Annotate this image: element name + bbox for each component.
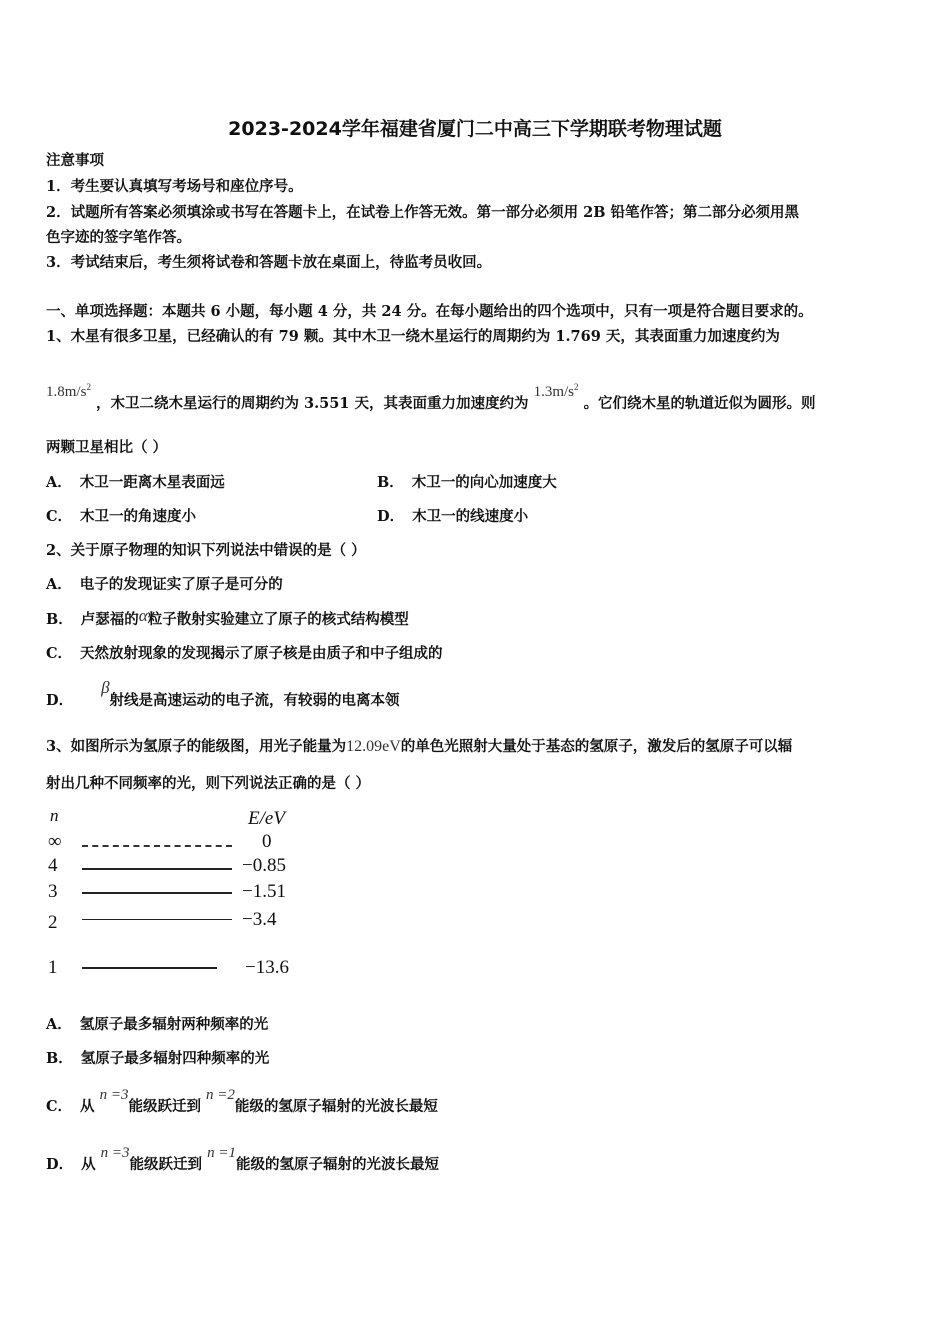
level-n-infinity: ∞ <box>48 831 62 852</box>
section-heading: 一、单项选择题：本题共 6 小题，每小题 4 分，共 24 分。在每小题给出的四个选项中，只有一项是符合题目要求的。 <box>46 303 813 320</box>
level-e-4: −0.85 <box>242 855 286 876</box>
q2-option-a[interactable]: A． 电子的发现证实了原子是可分的 <box>46 576 283 593</box>
q3-stem-line1: 3、如图所示为氢原子的能级图，用光子能量为12.09eV的单色光照射大量处于基态的氢原子，激发后的氢原子可以辐 <box>46 738 793 755</box>
q2-option-c[interactable]: C． 天然放射现象的发现揭示了原子核是由质子和中子组成的 <box>46 645 443 662</box>
q2-option-b[interactable]: B． 卢瑟福的α粒子散射实验建立了原子的核式结构模型 <box>46 606 409 628</box>
level-line-infinity <box>82 845 232 847</box>
level-e-infinity: 0 <box>262 831 272 852</box>
q1-stem-line1: 1、木星有很多卫星，已经确认的有 79 颗。其中木卫一绕木星运行的周期约为 1.769 天，其表面重力加速度约为 <box>46 328 780 345</box>
q1-g2-value: $1.3m/s^2$ <box>533 382 579 400</box>
notice-heading: 注意事项 <box>46 152 104 169</box>
q1-option-a[interactable]: A． 木卫一距离木星表面远 <box>46 474 225 491</box>
n-axis-header: n <box>50 806 59 825</box>
q1-stem-end: 。它们绕木星的轨道近似为圆形。则 <box>583 395 816 412</box>
q1-option-c[interactable]: C． 木卫一的角速度小 <box>46 508 197 525</box>
q1-option-d[interactable]: D． 木卫一的线速度小 <box>377 508 529 525</box>
q1-option-b[interactable]: B． 木卫一的向心加速度大 <box>377 474 557 491</box>
alpha-symbol: α <box>138 606 148 625</box>
beta-symbol: β <box>101 678 110 697</box>
level-n-4: 4 <box>48 855 58 876</box>
q3-stem-line2: 射出几种不同频率的光，则下列说法正确的是（ ） <box>46 775 371 792</box>
q2-option-d[interactable]: D．β射线是高速运动的电子流，有较弱的电离本领 <box>46 678 400 709</box>
q3-c-from-level: n =3 <box>99 1087 129 1103</box>
level-e-2: −3.4 <box>242 909 277 930</box>
notice-item-2b: 色字迹的签字笔作答。 <box>46 229 191 246</box>
photon-energy: 12.09eV <box>346 738 401 755</box>
notice-item-3: 3．考试结束后，考生须将试卷和答题卡放在桌面上，待监考员收回。 <box>46 254 492 271</box>
q3-option-c[interactable]: C． 从 n =3能级跃迁到 n =2能级的氢原子辐射的光波长最短 <box>46 1087 438 1115</box>
notice-item-1: 1．考生要认真填写考场号和座位序号。 <box>46 178 303 195</box>
level-e-3: −1.51 <box>242 881 286 902</box>
level-line-2 <box>82 919 232 920</box>
q1-stem-mid: ，木卫二绕木星运行的周期约为 3.551 天，其表面重力加速度约为 <box>96 395 529 412</box>
q1-stem-line3: 两颗卫星相比（ ） <box>46 439 168 456</box>
q3-d-from-level: n =3 <box>100 1145 130 1161</box>
q1-stem-line2 <box>46 382 816 414</box>
page-title: 2023-2024学年福建省厦门二中高三下学期联考物理试题 <box>228 118 722 140</box>
q3-option-d[interactable]: D． 从 n =3能级跃迁到 n =1能级的氢原子辐射的光波长最短 <box>46 1145 439 1173</box>
level-n-1: 1 <box>48 957 58 978</box>
level-e-1: −13.6 <box>245 957 289 978</box>
q3-option-a[interactable]: A． 氢原子最多辐射两种频率的光 <box>46 1016 269 1033</box>
q3-c-to-level: n =2 <box>206 1087 235 1103</box>
level-line-4 <box>82 868 232 870</box>
q1-g1-value: $1.8m/s^2$ <box>46 382 91 400</box>
level-n-2: 2 <box>48 912 58 933</box>
level-line-3 <box>82 892 232 894</box>
energy-axis-header: E/eV <box>248 808 285 829</box>
level-n-3: 3 <box>48 881 58 902</box>
notice-item-2a: 2．试题所有答案必须填涂或书写在答题卡上，在试卷上作答无效。第一部分必须用 2B 铅笔作答；第二部分必须用黑 <box>46 204 800 221</box>
q2-stem: 2、关于原子物理的知识下列说法中错误的是（ ） <box>46 542 366 559</box>
q3-option-b[interactable]: B． 氢原子最多辐射四种频率的光 <box>46 1050 270 1067</box>
level-line-1 <box>82 967 217 969</box>
q3-d-to-level: n =1 <box>207 1145 236 1161</box>
